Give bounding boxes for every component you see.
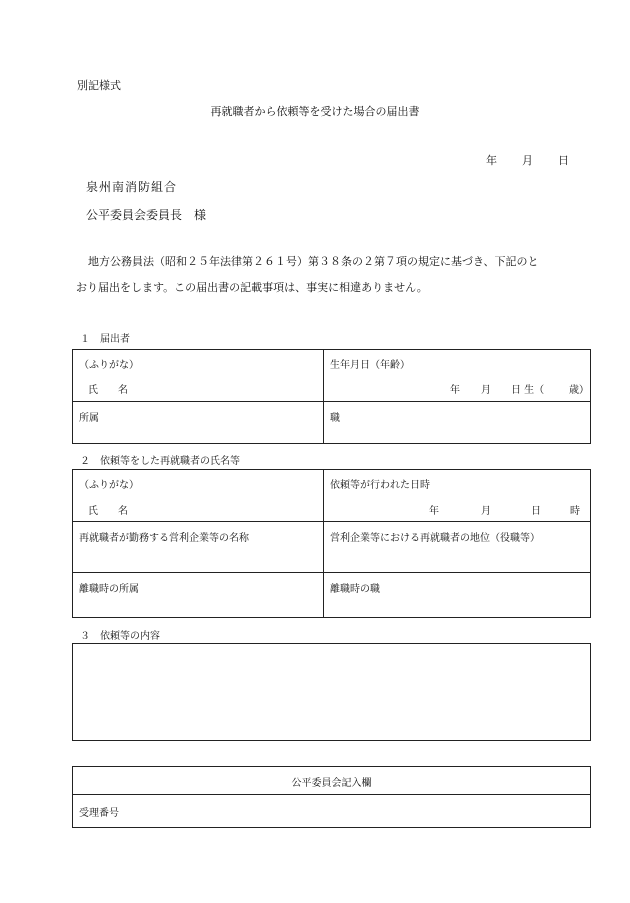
receipt-number-field[interactable] <box>133 797 583 825</box>
committee-box <box>72 766 591 828</box>
request-datetime-label: 依頼等が行われた日時 <box>330 480 430 491</box>
addressee-person: 公平委員会委員長 様 <box>86 208 207 222</box>
applicant-affiliation-field[interactable] <box>113 406 313 440</box>
applicant-name-field[interactable] <box>148 360 308 394</box>
addressee-org: 泉州南消防組合 <box>86 180 178 194</box>
company-name-label: 再就職者が勤務する営利企業等の名称 <box>79 533 249 544</box>
form-label: 別記様式 <box>77 79 121 92</box>
reemployed-name-field[interactable] <box>148 480 308 514</box>
section3-heading: ３ 依頼等の内容 <box>80 631 160 642</box>
birth-month-label: 月 <box>481 385 491 396</box>
applicant-name-label: 氏 名 <box>88 385 128 396</box>
receipt-number-label: 受理番号 <box>79 808 119 819</box>
applicant-furigana-label: （ふりがな） <box>79 360 139 371</box>
company-name-field[interactable] <box>79 544 314 568</box>
request-year-label: 年 <box>429 506 439 517</box>
reemployed-person-table <box>72 469 591 618</box>
applicant-table <box>72 349 591 444</box>
request-day-label: 日 <box>531 506 541 517</box>
body-text-line2: おり届出をします。この届出書の記載事項は、事実に相違ありません。 <box>76 281 428 294</box>
date-year-label: 年 <box>486 154 497 167</box>
birth-date-label: 生年月日（年齢） <box>330 360 410 371</box>
request-content-field[interactable] <box>72 643 591 741</box>
applicant-position-label: 職 <box>330 413 340 424</box>
former-affiliation-field[interactable] <box>79 594 314 616</box>
former-position-field[interactable] <box>330 594 585 616</box>
section2-heading: ２ 依頼等をした再就職者の氏名等 <box>80 456 240 467</box>
applicant-position-field[interactable] <box>353 406 583 440</box>
company-position-label: 営利企業等における再就職者の地位（役職等） <box>330 533 540 544</box>
document-title: 再就職者から依頼等を受けた場合の届出書 <box>210 105 420 118</box>
birth-day-label: 日 生（ <box>511 385 545 396</box>
committee-title: 公平委員会記入欄 <box>291 778 372 789</box>
reemployed-name-label: 氏 名 <box>88 506 128 517</box>
former-affiliation-label: 離職時の所属 <box>79 584 139 595</box>
section1-heading: １ 届出者 <box>80 334 130 345</box>
birth-year-label: 年 <box>450 385 460 396</box>
age-label: 歳） <box>569 385 589 396</box>
company-position-field[interactable] <box>330 544 585 568</box>
date-month-label: 月 <box>522 154 533 167</box>
former-position-label: 離職時の職 <box>330 584 380 595</box>
reemployed-furigana-label: （ふりがな） <box>79 480 139 491</box>
request-hour-label: 時 <box>570 506 580 517</box>
applicant-affiliation-label: 所属 <box>79 413 99 424</box>
body-text-line1: 地方公務員法（昭和２５年法律第２６１号）第３８条の２第７項の規定に基づき、下記のと <box>88 255 539 268</box>
date-day-label: 日 <box>558 154 569 167</box>
request-month-label: 月 <box>481 506 491 517</box>
